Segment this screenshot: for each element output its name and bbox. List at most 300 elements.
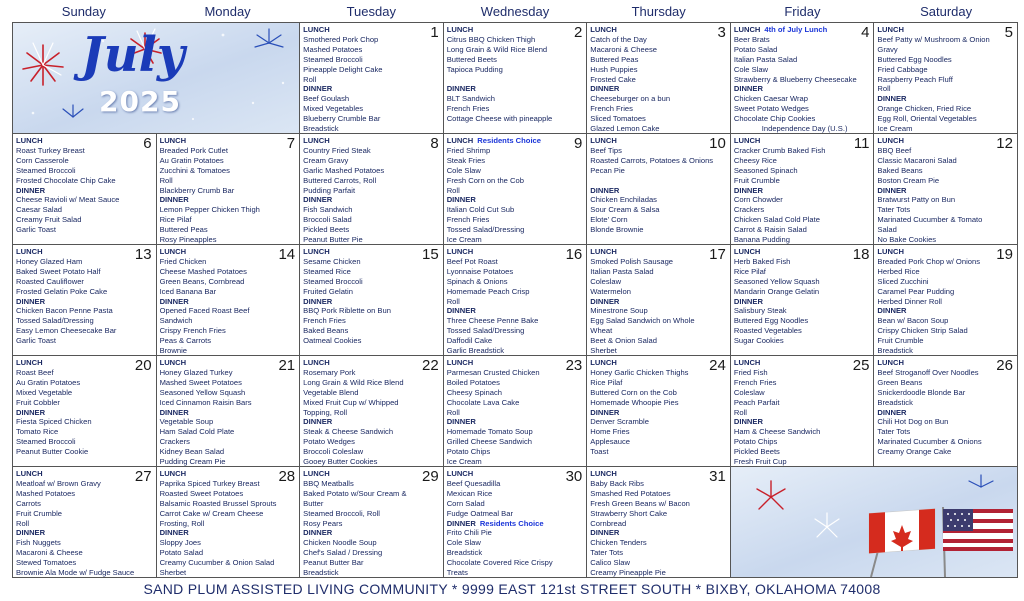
menu-text: Beef Tips (590, 145, 622, 155)
menu-item (590, 519, 726, 529)
menu-text: Pecan Pie (590, 165, 625, 175)
meal-heading (303, 247, 439, 257)
menu-text: Gooey Butter Cookies (303, 457, 378, 467)
day-number: 28 (278, 468, 296, 485)
menu-item (877, 35, 1013, 45)
meal-heading (447, 247, 583, 257)
menu-text: DINNER (446, 417, 476, 427)
menu-text: Frosted Chocolate Chip Cake (16, 175, 116, 185)
menu-text: LUNCH (16, 358, 43, 367)
menu-item (16, 417, 152, 427)
menu-text: Italian Pasta Salad (590, 266, 654, 276)
menu-text: Marinated Cucumber & Tomato (877, 215, 983, 225)
day-number: 27 (134, 468, 152, 485)
menu-item (303, 55, 439, 65)
menu-item (877, 114, 1013, 124)
menu-item (877, 297, 1013, 307)
menu-text: Fresh Corn on the Cob (446, 175, 524, 185)
menu-text: DINNER (159, 195, 189, 205)
meal-heading (734, 136, 870, 146)
menu-item (590, 114, 726, 124)
meal-heading (160, 528, 296, 538)
day-number: 29 (422, 468, 439, 485)
menu-text: Chicken Salad Cold Plate (733, 215, 820, 225)
menu-text: Buttered Egg Noodles (877, 54, 952, 64)
day-cell (731, 356, 875, 467)
menu-text: LUNCH (16, 469, 43, 478)
menu-text: Fruit Cobbler (16, 397, 60, 407)
menu-item (447, 35, 583, 45)
meal-heading (16, 186, 152, 196)
menu-text: Brownie (159, 346, 187, 356)
menu-text: Creamy Orange Cake (877, 447, 952, 457)
menu-item (16, 368, 152, 378)
menu-item (16, 215, 152, 225)
menu-text: Rice Pilaf (733, 266, 766, 276)
menu-text: Long Grain & Wild Rice Blend (303, 377, 404, 387)
menu-item (447, 156, 583, 166)
menu-item (590, 65, 726, 75)
menu-text: Roll (733, 407, 747, 417)
menu-text: LUNCH (590, 136, 617, 145)
menu-item (160, 447, 296, 457)
menu-text: Buttered Peas (590, 54, 639, 64)
meal-heading (447, 195, 583, 205)
menu-text: Topping, Roll (303, 407, 348, 417)
menu-item (447, 104, 583, 114)
menu-item (303, 368, 439, 378)
menu-text: DINNER (446, 518, 476, 528)
menu-text: Independence Day (U.S.) (761, 124, 848, 134)
meal-heading (734, 297, 870, 307)
day-cell (587, 134, 731, 245)
menu-text: Seasoned Yellow Squash (733, 276, 820, 286)
menu-item (303, 489, 439, 499)
menu-text: LUNCH (733, 25, 761, 34)
menu-item (590, 427, 726, 437)
menu-text: Fruit Crumble (733, 175, 780, 185)
day-number: 22 (422, 357, 439, 374)
menu-text: Rice Pilaf (590, 377, 623, 387)
meal-heading (877, 186, 1013, 196)
day-number: 10 (709, 135, 726, 152)
menu-text: Beef Patty w/ Mushroom & Onion (877, 34, 990, 44)
day-cell (300, 467, 444, 578)
menu-item (303, 114, 439, 124)
menu-item (303, 65, 439, 75)
menu-item (877, 368, 1013, 378)
meal-heading (590, 84, 726, 94)
menu-item (447, 225, 583, 235)
menu-text: Marinated Cucumber & Onions (877, 437, 982, 447)
menu-text: Kidney Bean Salad (159, 447, 225, 457)
menu-item (590, 388, 726, 398)
menu-item (160, 427, 296, 437)
menu-text: Iced Cinnamon Raisin Bars (159, 397, 252, 407)
menu-item (303, 186, 439, 196)
menu-text: Breaded Pork Cutlet (159, 145, 228, 155)
menu-item (877, 316, 1013, 326)
menu-text: LUNCH (877, 25, 904, 34)
menu-item (877, 55, 1013, 65)
menu-text: Buttered Peas (159, 225, 208, 235)
menu-item (303, 519, 439, 529)
menu-text: Meatloaf w/ Brown Gravy (16, 478, 101, 488)
meal-heading (447, 417, 583, 427)
menu-item (734, 398, 870, 408)
menu-item (303, 499, 439, 509)
menu-text: Citrus BBQ Chicken Thigh (446, 34, 536, 44)
meal-heading (160, 195, 296, 205)
menu-item (877, 388, 1013, 398)
meal-heading (590, 528, 726, 538)
menu-text: Cheese Ravioli w/ Meat Sauce (16, 195, 120, 205)
menu-text: Seasoned Yellow Squash (159, 387, 246, 397)
menu-text: Hush Puppies (590, 64, 638, 74)
menu-item (447, 528, 583, 538)
menu-text: Breadstick (446, 548, 483, 558)
menu-text: Salad (877, 225, 897, 235)
menu-item (590, 336, 726, 346)
menu-item (303, 267, 439, 277)
day-cell (444, 134, 588, 245)
menu-text: DINNER (590, 296, 620, 306)
menu-item (877, 195, 1013, 205)
menu-text: Ice Cream (877, 124, 913, 134)
menu-item (590, 398, 726, 408)
menu-text: Denver Scramble (590, 417, 649, 427)
menu-text: Steamed Broccoli (303, 54, 363, 64)
menu-item (877, 447, 1013, 457)
menu-text: DINNER (303, 84, 333, 94)
menu-item (877, 104, 1013, 114)
menu-text: Cole Slaw (446, 538, 481, 548)
menu-text: Three Cheese Penne Bake (446, 316, 539, 326)
menu-item (447, 568, 583, 578)
menu-item (303, 479, 439, 489)
menu-text: Pickled Beets (303, 225, 350, 235)
menu-text: LUNCH (446, 247, 474, 256)
menu-item (303, 235, 439, 245)
day-cell (587, 245, 731, 356)
menu-item (303, 388, 439, 398)
menu-item (734, 45, 870, 55)
day-cell (157, 245, 301, 356)
menu-item (447, 65, 583, 75)
menu-text: Potato Chips (446, 447, 491, 457)
menu-text: Breadstick (303, 124, 339, 134)
menu-text: Toast (590, 447, 609, 457)
menu-item (303, 437, 439, 447)
menu-text: Caesar Salad (16, 205, 63, 215)
day-number: 6 (143, 135, 152, 152)
menu-text: Breadstick (877, 346, 913, 356)
menu-text: Au Gratin Potatoes (16, 377, 81, 387)
menu-item (447, 94, 583, 104)
menu-text: Boston Cream Pie (877, 175, 940, 185)
menu-item (447, 398, 583, 408)
menu-text: Sesame Chicken (303, 256, 361, 266)
menu-text: Baby Back Ribs (590, 478, 644, 488)
menu-item (160, 538, 296, 548)
menu-text: Home Fries (590, 427, 630, 437)
menu-text: Chocolate Chip Cookies (733, 114, 816, 124)
menu-text: Peanut Butter Pie (303, 235, 363, 245)
menu-item (16, 538, 152, 548)
menu-text: Baked Potato w/Sour Cream & (303, 488, 407, 498)
menu-text: Sliced Zucchini (877, 276, 929, 286)
day-number: 24 (709, 357, 726, 374)
menu-item (590, 568, 726, 578)
menu-item (447, 378, 583, 388)
menu-item (447, 457, 583, 467)
menu-item (303, 156, 439, 166)
menu-item (734, 235, 870, 245)
menu-item (590, 538, 726, 548)
menu-item (447, 186, 583, 196)
meal-heading (303, 136, 439, 146)
menu-item (303, 457, 439, 467)
menu-item (590, 45, 726, 55)
menu-text: DINNER (303, 417, 333, 427)
meal-heading (447, 25, 583, 35)
menu-text: Lyonnaise Potatoes (446, 266, 514, 276)
menu-text: Sugar Cookies (733, 336, 784, 346)
menu-text: LUNCH (733, 247, 761, 256)
menu-item (590, 205, 726, 215)
menu-item (303, 205, 439, 215)
menu-text: Paprika Spiced Turkey Breast (159, 478, 260, 488)
menu-item (734, 176, 870, 186)
menu-text: DINNER (16, 296, 46, 306)
menu-item (590, 146, 726, 156)
menu-text: Sherbet (159, 568, 187, 578)
menu-text: Roast Beef (16, 367, 54, 377)
menu-text: Chef's Salad / Dressing (303, 548, 383, 558)
menu-item (734, 94, 870, 104)
menu-text: Ham & Cheese Sandwich (733, 427, 821, 437)
meal-heading (590, 247, 726, 257)
menu-item (590, 479, 726, 489)
menu-text: Roll (303, 74, 317, 84)
menu-text: BBQ Meatballs (303, 478, 354, 488)
menu-item (590, 447, 726, 457)
menu-item (734, 277, 870, 287)
day-cell (157, 467, 301, 578)
menu-item (877, 277, 1013, 287)
day-number: 12 (996, 135, 1013, 152)
menu-text: DINNER (733, 417, 763, 427)
menu-item (590, 509, 726, 519)
meal-heading (303, 528, 439, 538)
menu-item (590, 316, 726, 326)
menu-text: Roasted Vegetables (733, 326, 802, 336)
menu-item (590, 166, 726, 176)
menu-item (590, 499, 726, 509)
menu-text: Strawberry & Blueberry Cheesecake (733, 74, 857, 84)
menu-text: DINNER (159, 528, 189, 538)
menu-text: Treats (446, 568, 468, 578)
menu-item (16, 287, 152, 297)
menu-text: Roast Turkey Breast (16, 145, 85, 155)
day-cell (13, 356, 157, 467)
meal-heading (303, 84, 439, 94)
menu-text: Raspberry Peach Fluff (877, 74, 953, 84)
menu-item (447, 287, 583, 297)
menu-text: LUNCH (159, 469, 187, 478)
menu-text: Roll (877, 84, 891, 94)
menu-text: Carrots (16, 498, 41, 508)
day-cell (874, 356, 1018, 467)
menu-item (734, 287, 870, 297)
menu-text: Sandwich (159, 316, 193, 326)
menu-text: LUNCH (159, 247, 187, 256)
menu-text: Breaded Pork Chop w/ Onions (877, 256, 980, 266)
menu-text: Elote' Corn (590, 215, 628, 225)
day-number: 20 (134, 357, 152, 374)
calendar-grid (12, 22, 1018, 578)
meal-heading (590, 297, 726, 307)
menu-text: Steak & Cheese Sandwich (303, 427, 394, 437)
menu-item (303, 35, 439, 45)
menu-text: LUNCH (303, 25, 330, 34)
menu-item (160, 267, 296, 277)
menu-item (16, 398, 152, 408)
menu-item (877, 417, 1013, 427)
meal-heading (447, 84, 583, 94)
menu-text: Tossed Salad/Dressing (446, 326, 525, 336)
menu-text: Minestrone Soup (590, 306, 648, 316)
menu-item (303, 306, 439, 316)
menu-text: Tossed Salad/Dressing (16, 316, 94, 326)
day-number: 17 (709, 246, 726, 263)
menu-text: Beef Quesadilla (446, 478, 501, 488)
menu-text: Pudding Cream Pie (159, 457, 226, 467)
menu-item (877, 225, 1013, 235)
menu-item (734, 195, 870, 205)
menu-item (447, 548, 583, 558)
menu-item (160, 489, 296, 499)
menu-text: Tater Tots (590, 548, 624, 558)
menu-text: DINNER (733, 84, 763, 94)
day-cell (874, 134, 1018, 245)
menu-text: Italian Pasta Salad (733, 54, 798, 64)
menu-item (734, 104, 870, 114)
menu-text: Garlic Toast (16, 336, 56, 346)
menu-text: LUNCH (16, 136, 43, 145)
menu-text: Peanut Butter Cookie (16, 447, 89, 457)
menu-item (160, 306, 296, 316)
menu-text: Frito Chili Pie (446, 528, 492, 538)
menu-item (16, 437, 152, 447)
menu-item (877, 156, 1013, 166)
menu-text: Parmesan Crusted Chicken (446, 367, 540, 377)
menu-text: Rice Pilaf (159, 215, 192, 225)
menu-item (590, 195, 726, 205)
menu-item (447, 388, 583, 398)
menu-text: Buttered Egg Noodles (733, 316, 809, 326)
menu-item (734, 267, 870, 277)
menu-text: Boiled Potatoes (446, 377, 500, 387)
menu-item (447, 277, 583, 287)
menu-text: Italian Cold Cut Sub (446, 205, 515, 215)
menu-text: Roll (446, 296, 460, 306)
menu-item (160, 235, 296, 245)
menu-item (160, 287, 296, 297)
day-number: 16 (565, 246, 583, 263)
menu-item (590, 378, 726, 388)
menu-item (447, 235, 583, 245)
menu-item (447, 166, 583, 176)
meal-heading (160, 469, 296, 479)
menu-text: Chocolate Lava Cake (446, 397, 520, 407)
day-cell (300, 134, 444, 245)
menu-text: Creamy Fruit Salad (16, 215, 82, 225)
meal-heading (447, 519, 583, 529)
menu-item (734, 437, 870, 447)
menu-item (447, 114, 583, 124)
menu-text: Mixed Fruit Cup w/ Whipped (303, 397, 399, 407)
menu-item (734, 316, 870, 326)
meal-heading (590, 358, 726, 368)
menu-item (447, 427, 583, 437)
menu-text: Rosy Pineapples (159, 235, 217, 245)
day-number: 7 (286, 135, 296, 152)
menu-text: Sour Cream & Salsa (590, 205, 660, 215)
menu-text: Roll (16, 518, 30, 528)
menu-text: Cream Gravy (303, 155, 349, 165)
menu-item (303, 146, 439, 156)
menu-text: Fresh Green Beans w/ Bacon (590, 498, 690, 508)
meal-heading (877, 408, 1013, 418)
menu-item (303, 277, 439, 287)
menu-item (160, 378, 296, 388)
menu-text: Chili Hot Dog on Bun (877, 417, 949, 427)
menu-text: Potato Salad (733, 44, 778, 54)
menu-text: Sloppy Joes (159, 538, 201, 548)
meal-heading (303, 297, 439, 307)
menu-item (16, 499, 152, 509)
menu-item (16, 568, 152, 578)
menu-text: Smashed Red Potatoes (590, 488, 671, 498)
day-number: 8 (430, 135, 439, 152)
meal-heading (303, 195, 439, 205)
menu-text: Long Grain & Wild Rice Blend (446, 44, 548, 54)
menu-item (303, 378, 439, 388)
menu-text: Chicken Caesar Wrap (733, 94, 808, 104)
menu-item (447, 267, 583, 277)
menu-text: Cole Slaw (733, 64, 769, 74)
day-number: 30 (565, 468, 583, 485)
day-cell (731, 23, 875, 134)
menu-item (16, 447, 152, 457)
menu-item (160, 326, 296, 336)
menu-text: DINNER (733, 185, 763, 195)
menu-item (16, 548, 152, 558)
menu-item (590, 277, 726, 287)
menu-item (590, 437, 726, 447)
menu-item (447, 447, 583, 457)
menu-text: Chocolate Covered Rice Crispy (446, 558, 553, 568)
menu-text: Roll (159, 175, 173, 185)
menu-item (160, 437, 296, 447)
menu-text: Homemade Tomato Soup (446, 427, 533, 437)
weekday-friday: Friday (784, 4, 821, 19)
menu-text: DINNER (590, 185, 620, 195)
meal-heading (877, 25, 1013, 35)
menu-text: Blonde Brownie (590, 225, 644, 235)
menu-item (160, 205, 296, 215)
